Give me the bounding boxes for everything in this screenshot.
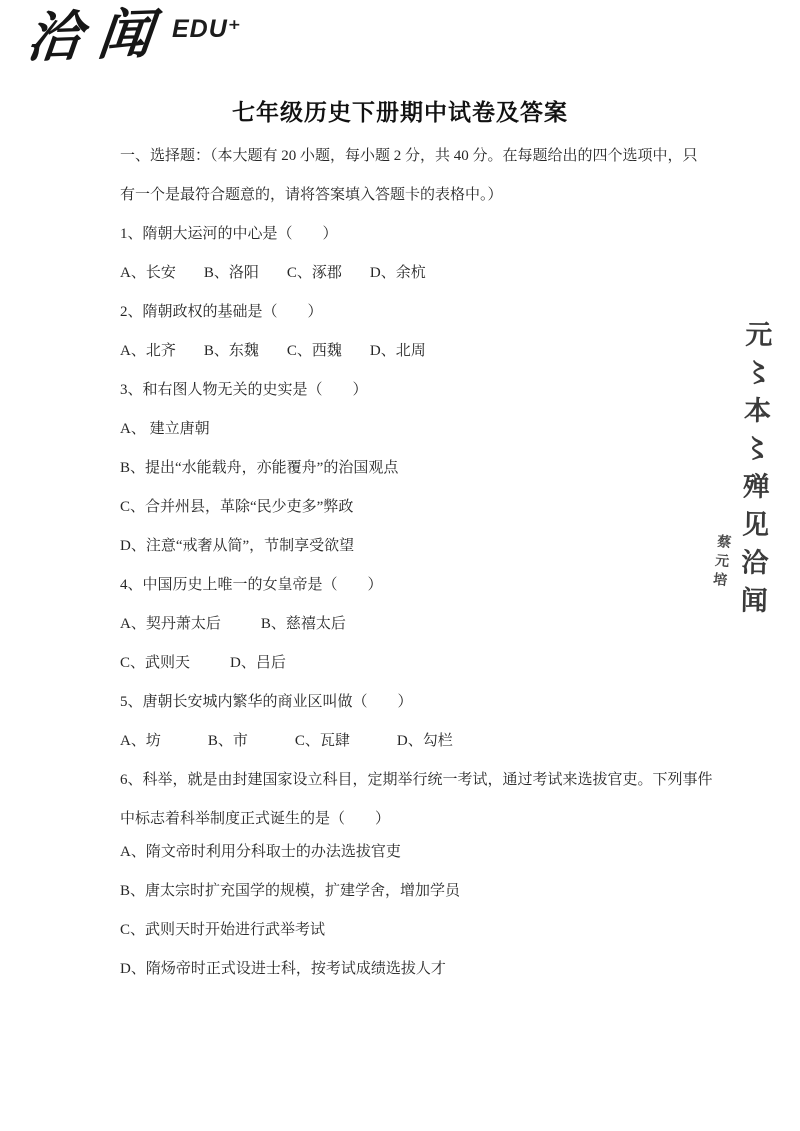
option-a: A、长安 xyxy=(120,265,176,281)
option-b: B、东魏 xyxy=(203,343,259,359)
option-c: C、武则天时开始进行武举考试 xyxy=(120,922,326,938)
question-3 xyxy=(120,382,694,554)
question-options xyxy=(120,265,694,281)
option-d: D、余杭 xyxy=(369,265,426,281)
question-stem: 4、中国历史上唯一的女皇帝是（ ） xyxy=(120,577,383,593)
watermark-signature: 蔡元培 xyxy=(710,533,731,592)
watermark-calligraphy: 元〻本〻殚见洽闻 xyxy=(736,319,772,625)
question-stem: 1、隋朝大运河的中心是（ ） xyxy=(120,226,338,242)
section-intro-line-1: 一、选择题：（本大题有 20 小题，每小题 2 分，共 40 分。在每题给出的四个选项中，只 xyxy=(120,148,698,164)
option-c: C、合并州县，革除“民少吏多”弊政 xyxy=(120,499,354,515)
option-d: D、吕后 xyxy=(230,655,286,671)
option-a: A、 建立唐朝 xyxy=(120,421,210,437)
question-5 xyxy=(120,694,694,749)
option-b: B、唐太宗时扩充国学的规模，扩建学舍，增加学员 xyxy=(120,883,461,899)
page-title: 七年级历史下册期中试卷及答案 xyxy=(232,100,568,125)
option-a: A、坊 xyxy=(120,733,161,749)
option-d: D、北周 xyxy=(369,343,426,359)
question-options-row-2 xyxy=(120,655,694,671)
option-c: C、西魏 xyxy=(286,343,342,359)
option-b: B、洛阳 xyxy=(203,265,259,281)
option-b: B、市 xyxy=(207,733,248,749)
brand-calligraphy: 洽闻 xyxy=(24,3,172,69)
question-stem: 3、和右图人物无关的史实是（ ） xyxy=(120,382,368,398)
option-a: A、北齐 xyxy=(120,343,176,359)
option-d: D、勾栏 xyxy=(396,733,453,749)
option-d: D、注意“戒奢从简”，节制享受欲望 xyxy=(120,538,355,554)
option-c: C、涿郡 xyxy=(286,265,342,281)
question-stem: 5、唐朝长安城内繁华的商业区叫做（ ） xyxy=(120,694,413,710)
exam-body xyxy=(120,148,713,1000)
question-options xyxy=(120,343,694,359)
option-d: D、隋炀帝时正式设进士科，按考试成绩选拔人才 xyxy=(120,961,446,977)
question-stem-line-2: 中标志着科举制度正式诞生的是（ ） xyxy=(120,811,391,827)
question-4 xyxy=(120,577,694,671)
option-a: A、契丹萧太后 xyxy=(120,616,221,632)
question-stem: 2、隋朝政权的基础是（ ） xyxy=(120,304,323,320)
question-6 xyxy=(120,772,713,977)
option-a: A、隋文帝时利用分科取士的办法选拔官吏 xyxy=(120,844,401,860)
section-intro-line-2: 有一个是最符合题意的，请将答案填入答题卡的表格中。） xyxy=(120,187,503,203)
option-c: C、瓦肆 xyxy=(294,733,350,749)
question-options xyxy=(120,733,694,749)
question-1 xyxy=(120,226,694,281)
option-b: B、提出“水能载舟，亦能覆舟”的治国观点 xyxy=(120,460,399,476)
option-c: C、武则天 xyxy=(120,655,191,671)
question-stem-line-1: 6、科举，就是由封建国家设立科目，定期举行统一考试，通过考试来选拔官吏。下列事件 xyxy=(120,772,713,788)
question-2 xyxy=(120,304,694,359)
question-options-row-1 xyxy=(120,616,694,632)
option-b: B、慈禧太后 xyxy=(260,616,346,632)
brand-logo xyxy=(24,3,242,69)
brand-edu-suffix: EDU⁺ xyxy=(172,15,242,43)
